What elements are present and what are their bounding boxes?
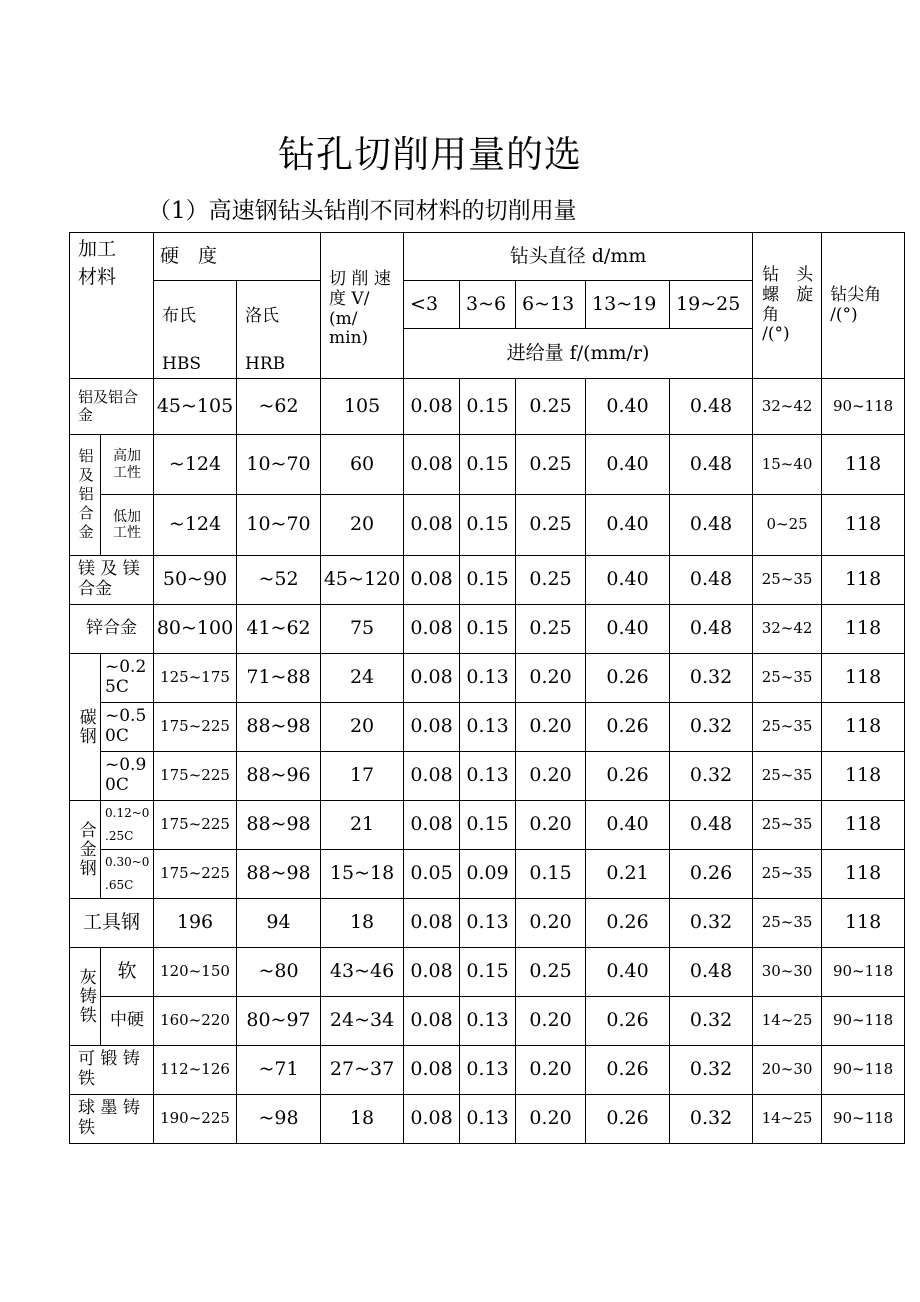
material-name-line1: 可 锻 铸 [78,1049,140,1070]
table-row [70,1046,905,1095]
speed-value: 18 [321,1095,404,1144]
sub-material-line2: 工性 [113,464,141,481]
header-helix-angle [753,233,822,379]
table-row [70,801,905,850]
point-angle-value: 118 [822,899,905,948]
feed-value: 0.13 [460,899,516,948]
material-name-line2: 金 [78,405,94,424]
hrb-value: 10~70 [237,435,321,495]
header-diameter-5: 19~25 [670,281,753,329]
sub-material [101,654,154,703]
table-row [70,997,905,1046]
feed-value: 0.15 [460,605,516,654]
sub-material: 软 [101,948,154,997]
feed-value: 0.08 [404,1095,460,1144]
feed-value: 0.26 [586,654,670,703]
feed-value: 0.25 [516,605,586,654]
feed-value: 0.26 [586,703,670,752]
material-name [70,556,154,605]
sub-material [101,495,154,556]
sub-material-line1: 低加 [113,508,141,525]
speed-value: 24 [321,654,404,703]
feed-value: 0.15 [460,556,516,605]
hbs-value: 175~225 [154,752,237,801]
feed-value: 0.08 [404,1046,460,1095]
point-angle-value: 118 [822,435,905,495]
table-row [70,556,905,605]
point-angle-value: 118 [822,850,905,899]
hbs-value: 125~175 [154,654,237,703]
feed-value: 0.32 [670,899,753,948]
feed-value: 0.26 [586,899,670,948]
feed-value: 0.08 [404,703,460,752]
feed-value: 0.15 [460,379,516,435]
feed-value: 0.25 [516,495,586,556]
group-label: 灰铸铁 [70,948,101,1046]
feed-value: 0.26 [586,1046,670,1095]
sub-material-line2: 工性 [113,525,141,541]
hrb-value: 88~98 [237,801,321,850]
header-diameter-1: <3 [404,281,460,329]
speed-value: 105 [321,379,404,435]
hbs-value: 175~225 [154,801,237,850]
material-name-line2: 铁 [78,1118,95,1138]
hbs-value: 112~126 [154,1046,237,1095]
feed-value: 0.26 [586,997,670,1046]
feed-value: 0.32 [670,654,753,703]
helix-value: 32~42 [753,605,822,654]
material-name-line1: 球 墨 铸 [78,1098,140,1119]
feed-value: 0.40 [586,556,670,605]
point-angle-value: 118 [822,752,905,801]
feed-value: 0.08 [404,899,460,948]
header-material-line1: 加工 [78,238,117,260]
helix-value: 32~42 [753,379,822,435]
feed-value: 0.40 [586,948,670,997]
feed-value: 0.26 [586,752,670,801]
hbs-value: 50~90 [154,556,237,605]
feed-value: 0.13 [460,1046,516,1095]
hbs-value: ~124 [154,435,237,495]
header-speed-line2: 度 V/ [329,288,370,309]
point-angle-value: 118 [822,495,905,556]
feed-value: 0.48 [670,379,753,435]
helix-value: 25~35 [753,899,822,948]
hrb-value: 88~96 [237,752,321,801]
sub-material-line2: 0C [105,775,129,795]
hrb-value: 41~62 [237,605,321,654]
point-angle-value: 90~118 [822,997,905,1046]
sub-material: 中硬 [101,997,154,1046]
helix-value: 20~30 [753,1046,822,1095]
group-label: 合金钢 [70,801,101,899]
table-row [70,435,905,495]
feed-value: 0.13 [460,1095,516,1144]
feed-value: 0.40 [586,605,670,654]
feed-value: 0.20 [516,752,586,801]
material-name [70,1046,154,1095]
feed-value: 0.08 [404,654,460,703]
table-caption: （1）高速钢钻头钻削不同材料的切削用量 [148,198,577,224]
hbs-value: 175~225 [154,703,237,752]
header-rockwell-unit: HRB [245,354,286,375]
hbs-value: 45~105 [154,379,237,435]
feed-value: 0.20 [516,1046,586,1095]
speed-value: 20 [321,703,404,752]
header-point-angle [822,233,905,379]
feed-value: 0.15 [460,948,516,997]
feed-value: 0.25 [516,948,586,997]
header-material-line2: 材料 [78,266,117,289]
table-row [70,605,905,654]
feed-value: 0.20 [516,703,586,752]
helix-value: 25~35 [753,850,822,899]
sub-material-line1: 0.12~0 [105,806,150,821]
hrb-value: 94 [237,899,321,948]
table-row [70,1095,905,1144]
feed-value: 0.15 [516,850,586,899]
feed-value: 0.13 [460,752,516,801]
speed-value: 15~18 [321,850,404,899]
header-helix-line4: /(°) [762,324,790,345]
table-row [70,752,905,801]
speed-value: 43~46 [321,948,404,997]
feed-value: 0.08 [404,752,460,801]
feed-value: 0.32 [670,703,753,752]
group-label: 铝及铝合金 [70,435,101,556]
feed-value: 0.48 [670,605,753,654]
feed-value: 0.20 [516,1095,586,1144]
feed-value: 0.08 [404,997,460,1046]
speed-value: 60 [321,435,404,495]
hbs-value: 80~100 [154,605,237,654]
feed-value: 0.32 [670,1046,753,1095]
speed-value: 27~37 [321,1046,404,1095]
header-drill-diameter: 钻头直径 d/mm [404,233,753,281]
feed-value: 0.09 [460,850,516,899]
table-row [70,703,905,752]
material-name: 工具钢 [70,899,154,948]
sub-material-line1: ~0.2 [105,657,147,678]
point-angle-value: 118 [822,801,905,850]
hbs-value: 120~150 [154,948,237,997]
speed-value: 45~120 [321,556,404,605]
speed-value: 24~34 [321,997,404,1046]
feed-value: 0.48 [670,435,753,495]
hbs-value: 196 [154,899,237,948]
feed-value: 0.40 [586,435,670,495]
helix-value: 25~35 [753,801,822,850]
sub-material [101,703,154,752]
header-rockwell [237,281,321,379]
header-point-line1: 钻尖角 [830,284,882,305]
header-speed-line1: 切 削 速 [329,269,391,290]
header-speed [321,233,404,379]
feed-value: 0.13 [460,997,516,1046]
feed-value: 0.13 [460,654,516,703]
header-helix-line3: 角 [762,304,780,325]
feed-value: 0.08 [404,605,460,654]
feed-value: 0.15 [460,801,516,850]
header-brinell-label: 布氏 [162,306,197,326]
hrb-value: 10~70 [237,495,321,556]
feed-value: 0.48 [670,495,753,556]
cutting-parameters-table [69,232,905,1144]
feed-value: 0.20 [516,654,586,703]
feed-value: 0.25 [516,556,586,605]
helix-value: 25~35 [753,752,822,801]
header-point-line2: /(°) [830,304,858,325]
table-row [70,654,905,703]
feed-value: 0.15 [460,435,516,495]
material-name-line2: 铁 [78,1069,95,1089]
hrb-value: ~98 [237,1095,321,1144]
hrb-value: ~62 [237,379,321,435]
header-helix-line1: 钻 头 [762,265,814,286]
header-material [70,233,154,379]
feed-value: 0.08 [404,801,460,850]
feed-value: 0.40 [586,801,670,850]
feed-value: 0.08 [404,556,460,605]
sub-material-line1: ~0.9 [105,755,147,776]
header-diameter-3: 6~13 [516,281,586,329]
feed-value: 0.20 [516,899,586,948]
sub-material [101,801,154,850]
helix-value: 25~35 [753,556,822,605]
hbs-value: ~124 [154,495,237,556]
speed-value: 18 [321,899,404,948]
material-name [70,379,154,435]
helix-value: 0~25 [753,495,822,556]
feed-value: 0.32 [670,1095,753,1144]
point-angle-value: 118 [822,556,905,605]
material-name [70,1095,154,1144]
material-name: 锌合金 [70,605,154,654]
sub-material-line1: 高加 [113,448,141,465]
feed-value: 0.08 [404,948,460,997]
header-diameter-4: 13~19 [586,281,670,329]
feed-value: 0.08 [404,379,460,435]
speed-value: 20 [321,495,404,556]
table-row [70,899,905,948]
point-angle-value: 118 [822,703,905,752]
hrb-value: ~80 [237,948,321,997]
sub-material-line2: .65C [105,878,134,892]
point-angle-value: 118 [822,654,905,703]
hrb-value: 88~98 [237,850,321,899]
hrb-value: ~52 [237,556,321,605]
hrb-value: 71~88 [237,654,321,703]
table-row [70,948,905,997]
feed-value: 0.40 [586,495,670,556]
sub-material-line2: .25C [105,829,134,843]
table-row [70,379,905,435]
sub-material-line1: ~0.5 [105,706,147,727]
feed-value: 0.48 [670,801,753,850]
header-hardness: 硬 度 [154,233,321,281]
feed-value: 0.25 [516,379,586,435]
sub-material [101,752,154,801]
feed-value: 0.32 [670,997,753,1046]
material-name-line1: 镁 及 镁 [78,559,140,580]
feed-value: 0.08 [404,495,460,556]
point-angle-value: 90~118 [822,948,905,997]
feed-value: 0.08 [404,435,460,495]
feed-value: 0.26 [670,850,753,899]
header-brinell-unit: HBS [162,354,201,375]
material-name-line1: 铝及铝合 [78,388,139,407]
feed-value: 0.48 [670,948,753,997]
point-angle-value: 118 [822,605,905,654]
header-helix-line2: 螺 旋 [762,284,814,305]
hrb-value: 88~98 [237,703,321,752]
hbs-value: 175~225 [154,850,237,899]
feed-value: 0.40 [586,379,670,435]
feed-value: 0.32 [670,752,753,801]
helix-value: 30~30 [753,948,822,997]
point-angle-value: 90~118 [822,1046,905,1095]
sub-material-line1: 0.30~0 [105,855,150,870]
material-name-line2: 合金 [78,579,112,599]
speed-value: 21 [321,801,404,850]
point-angle-value: 90~118 [822,1095,905,1144]
helix-value: 14~25 [753,997,822,1046]
helix-value: 25~35 [753,703,822,752]
feed-value: 0.21 [586,850,670,899]
table-row [70,850,905,899]
sub-material-line2: 0C [105,726,129,746]
hrb-value: 80~97 [237,997,321,1046]
speed-value: 17 [321,752,404,801]
header-speed-line3: (m/ [329,308,358,329]
hbs-value: 160~220 [154,997,237,1046]
group-label: 碳钢 [70,654,101,801]
point-angle-value: 90~118 [822,379,905,435]
feed-value: 0.20 [516,801,586,850]
feed-value: 0.15 [460,495,516,556]
feed-value: 0.48 [670,556,753,605]
helix-value: 14~25 [753,1095,822,1144]
page-title: 钻孔切削用量的选 [278,133,582,176]
header-feed: 进给量 f/(mm/r) [404,329,753,379]
header-rockwell-label: 洛氏 [245,306,280,326]
sub-material-line2: 5C [105,677,129,697]
header-brinell [154,281,237,379]
helix-value: 15~40 [753,435,822,495]
header-speed-line4: min) [329,328,369,349]
feed-value: 0.26 [586,1095,670,1144]
feed-value: 0.20 [516,997,586,1046]
hrb-value: ~71 [237,1046,321,1095]
header-diameter-2: 3~6 [460,281,516,329]
hbs-value: 190~225 [154,1095,237,1144]
feed-value: 0.05 [404,850,460,899]
feed-value: 0.25 [516,435,586,495]
sub-material [101,435,154,495]
table-row [70,495,905,556]
speed-value: 75 [321,605,404,654]
helix-value: 25~35 [753,654,822,703]
sub-material [101,850,154,899]
feed-value: 0.13 [460,703,516,752]
